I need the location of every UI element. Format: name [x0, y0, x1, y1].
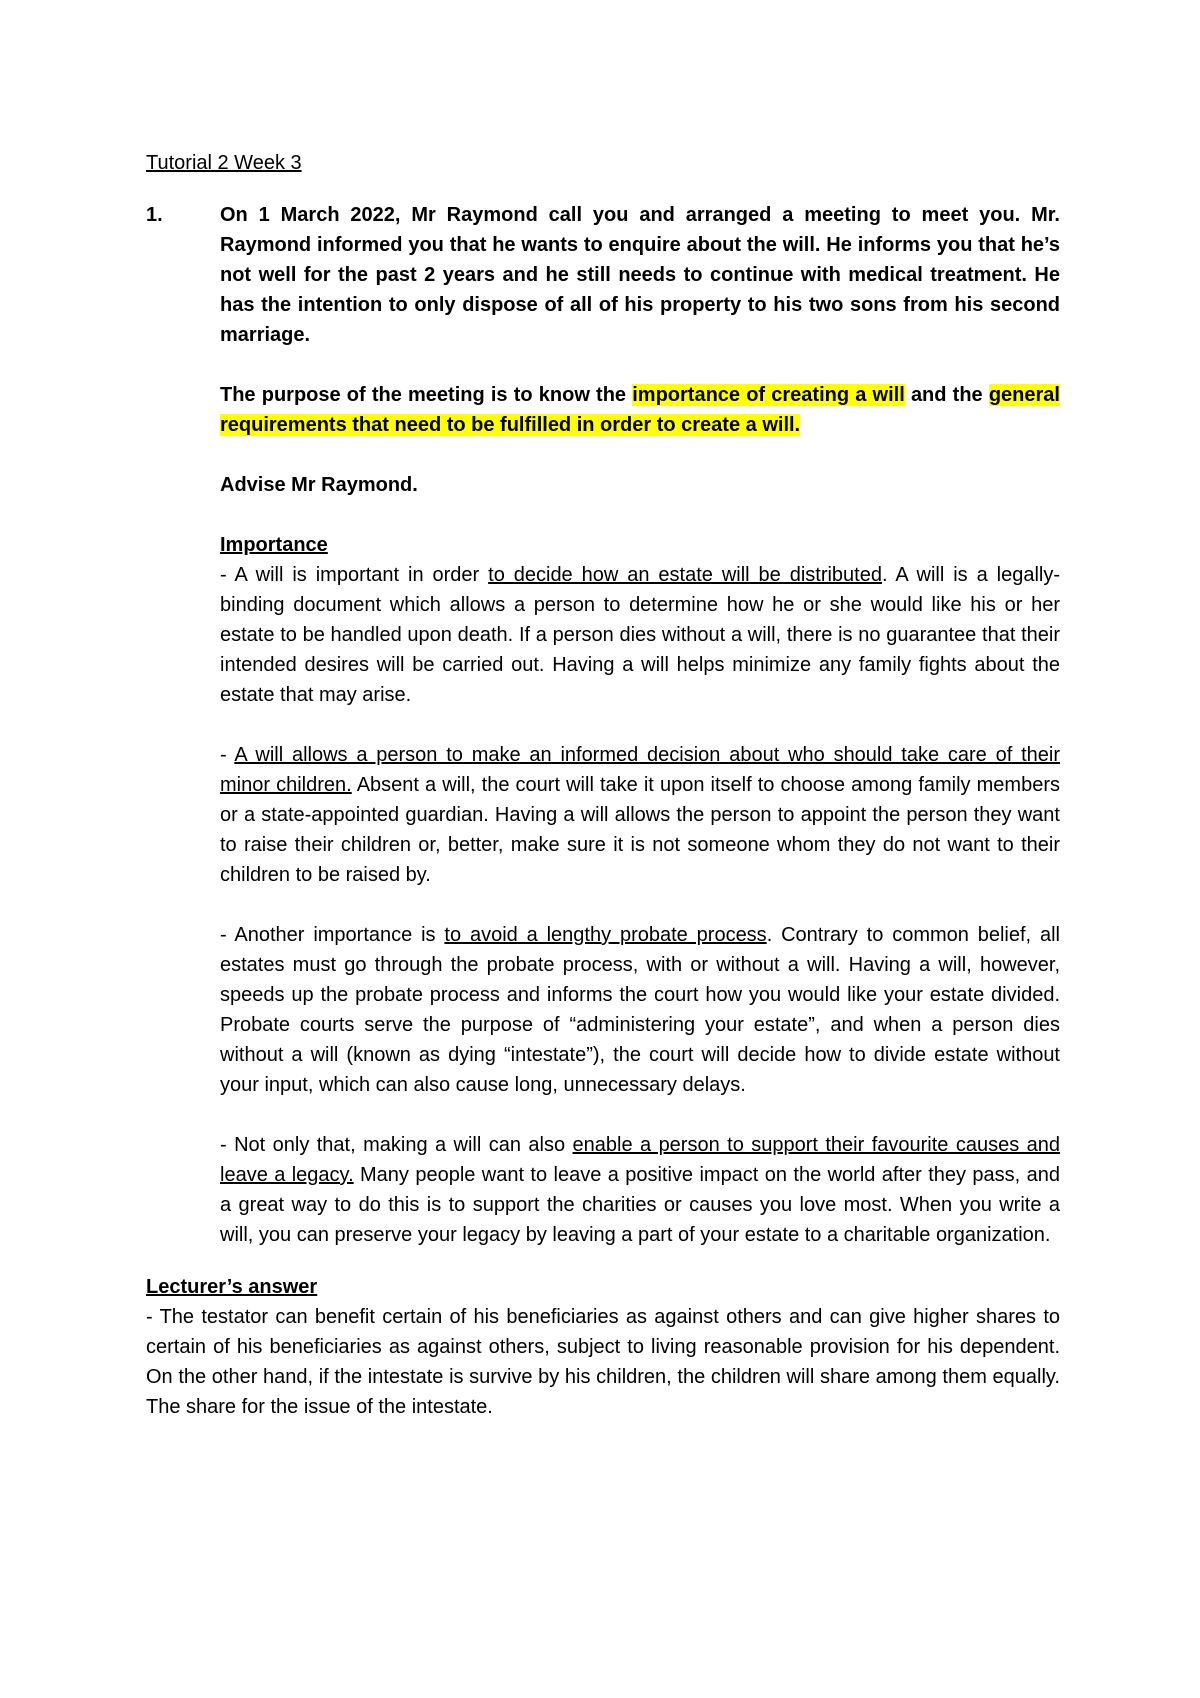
importance-item-4 — [220, 1130, 1060, 1250]
item-text: . A will is a legally-binding document which allows a person to determine how he or she would like his or her estate to be handled upon death. If a person dies without a will, there is no guarantee that their intended desires will be carried out. Having a will helps minimize any family fights about the estate that may arise. — [220, 564, 1060, 706]
item-text: - — [220, 744, 235, 766]
lecturer-heading: Lecturer’s answer — [146, 1276, 318, 1298]
importance-item-3 — [220, 920, 1060, 1100]
item-text: Absent a will, the court will take it upon itself to choose among family members or a state-appointed guardian. Having a will allows the person to appoint the person they want to raise their children or, better, make sure it is not someone whom they do not want to their children to be raised by. — [220, 774, 1060, 886]
item-key-point: to decide how an estate will be distributed — [488, 564, 882, 586]
item-text: Many people want to leave a positive impact on the world after they pass, and a great way to do this is to support the charities or causes you love most. When you write a will, you can preserve your legacy by leaving a part of your estate to a charitable organization. — [220, 1164, 1060, 1246]
item-key-point: A will allows a person to make an informed decision about who should take care of their minor children. — [220, 744, 1060, 796]
importance-item-1 — [220, 560, 1060, 710]
purpose-text-mid: and the — [904, 384, 989, 406]
item-text: . Contrary to common belief, all estates must go through the probate process, with or without a will. Having a will, however, speeds up the probate process and informs the court how you would like your estate divided. Probate courts serve the purpose of “administering your estate”, and when a person dies without a will (known as dying “intestate”), the court will decide how to divide estate without your input, which can also cause long, unnecessary delays. — [220, 924, 1060, 1096]
question-body — [220, 200, 1060, 1250]
question-1 — [146, 200, 1060, 1250]
lecturer-text: - The testator can benefit certain of his beneficiaries as against others and can give higher shares to certain of his beneficiaries as against others, subject to living reasonable provision for his dependent. On the other hand, if the intestate is survive by his children, the children will share among them equally. The share for the issue of the intestate. — [146, 1306, 1060, 1418]
item-key-point: enable a person to support their favourite causes and leave a legacy. — [220, 1134, 1061, 1186]
question-scenario: On 1 March 2022, Mr Raymond call you and arranged a meeting to meet you. Mr. Raymond informed you that he wants to enquire about the will. He informs you that he’s not well for the past 2 years and he still needs to continue with medical treatment. He has the intention to only dispose of all of his property to his two sons from his second marriage. — [220, 204, 1060, 346]
question-purpose — [220, 380, 1060, 440]
highlight-importance: importance of creating a will — [632, 384, 905, 406]
item-text: - Another importance is — [220, 924, 445, 946]
lecturer-answer — [146, 1272, 1060, 1422]
question-number: 1. — [146, 204, 163, 226]
importance-item-2 — [220, 740, 1060, 890]
document-content — [146, 148, 1060, 1422]
item-key-point: to avoid a lengthy probate process — [444, 924, 767, 946]
item-text: - A will is important in order — [220, 564, 489, 586]
question-instruction: Advise Mr Raymond. — [220, 474, 418, 496]
document-title: Tutorial 2 Week 3 — [146, 152, 302, 174]
item-text: - Not only that, making a will can also — [220, 1134, 573, 1156]
highlight-requirements: general requirements that need to be fulfilled in order to create a will. — [220, 384, 1060, 436]
importance-heading: Importance — [220, 534, 328, 556]
purpose-text-start: The purpose of the meeting is to know the — [220, 384, 633, 406]
